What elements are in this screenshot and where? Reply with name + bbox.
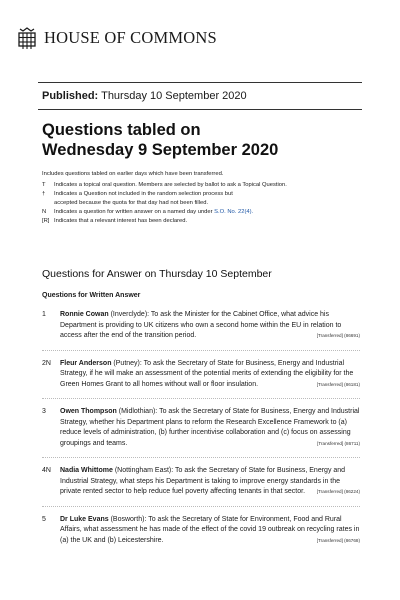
- member-name: Fleur Anderson: [60, 359, 112, 367]
- member-name: Dr Luke Evans: [60, 515, 109, 523]
- portcullis-icon: [16, 25, 38, 51]
- question-text: To ask the Secretary of State for Business, Energy and Industrial Strategy, if he will make an assessment of the potential merits of extending the eligibility for the Green Homes Grant to all homes without wall or floor insulation.: [60, 359, 354, 388]
- legend-item-topical: [42, 181, 372, 190]
- title-line-1: Questions tabled on: [42, 121, 201, 139]
- legend-item-quota: [42, 190, 372, 208]
- question-number: 2N: [42, 359, 51, 367]
- question-text: To ask the Secretary of State for Business, Energy and Industrial Strategy, what steps his Department is taking to improve energy standards in the private rented sector to help reduce fuel poverty affecting tenants in that sector.: [60, 467, 346, 495]
- title-line-2: Wednesday 9 September 2020: [42, 141, 279, 159]
- intro-text: Includes questions tabled on earlier days which have been transferred.: [42, 171, 224, 177]
- question-item: [42, 359, 360, 391]
- legend-symbol: N: [42, 209, 47, 215]
- published-date: Thursday 10 September 2020: [101, 90, 247, 102]
- question-list: [42, 310, 360, 554]
- page-header: [16, 24, 217, 52]
- question-number: 1: [42, 311, 46, 318]
- legend: [42, 181, 372, 226]
- legend-symbol: [R]: [42, 218, 50, 224]
- constituency: (Bosworth):: [110, 515, 147, 523]
- page-title: [42, 120, 362, 160]
- section-heading: Questions for Answer on Thursday 10 September: [42, 268, 272, 280]
- constituency: (Nottingham East):: [114, 467, 174, 474]
- house-name: HOUSE OF COMMONS: [44, 28, 217, 47]
- constituency: (Putney):: [113, 359, 142, 367]
- standing-order-link[interactable]: S.O. No. 22(4).: [214, 209, 254, 215]
- legend-item-named-day: [42, 208, 372, 217]
- member-name: Nadia Whittome: [60, 467, 113, 474]
- question-number: 4N: [42, 467, 51, 474]
- published-label: Published:: [42, 90, 99, 102]
- transfer-tag: [Transferred] (86181): [316, 381, 360, 387]
- legend-text: Indicates a topical oral question. Members are selected by ballot to ask a Topical Question.: [54, 182, 287, 188]
- transfer-tag: [Transferred] (86711): [317, 440, 360, 446]
- question-separator: [42, 398, 360, 399]
- constituency: (Inverclyde):: [110, 311, 150, 318]
- constituency: (Midlothian):: [118, 408, 158, 415]
- legend-symbol: T: [42, 182, 46, 188]
- question-item: [42, 310, 360, 342]
- legend-text: Indicates that a relevant interest has been declared.: [54, 218, 188, 224]
- legend-text: Indicates a Question not included in the random selection process but accepted because the quota for that day had not been filled.: [54, 191, 233, 206]
- question-separator: [42, 506, 360, 507]
- question-item: [42, 466, 360, 498]
- question-text: To ask the Secretary of State for Business, Energy and Industrial Strategy, whether his Department plans to reform the Research Excellence Framework to (a) reduce levels of administration, (b) further incentivise collaboration and (c) focus on assessing groupings and teams.: [60, 408, 360, 447]
- question-separator: [42, 350, 360, 351]
- member-name: Owen Thompson: [60, 408, 117, 415]
- question-text: To ask the Secretary of State for Environment, Food and Rural Affairs, what assessment he has made of the effect of the covid 19 outbreak on recycling rates in (a) the UK and (b) Leicestershire.: [60, 515, 360, 544]
- question-item: [42, 407, 360, 449]
- legend-text: Indicates a question for written answer on a named day under: [54, 209, 215, 215]
- question-separator: [42, 457, 360, 458]
- sub-heading: Questions for Written Answer: [42, 292, 141, 299]
- question-number: 5: [42, 515, 46, 523]
- legend-symbol: †: [42, 191, 46, 197]
- question-number: 3: [42, 408, 46, 415]
- transfer-tag: [Transferred] (86768): [316, 537, 360, 543]
- bottom-rule: [38, 109, 362, 110]
- question-item: [42, 515, 360, 547]
- transfer-tag: [Transferred] (86691): [316, 333, 360, 338]
- transfer-tag: [Transferred] (86224): [316, 489, 360, 494]
- question-text: To ask the Minister for the Cabinet Office, what advice his Department is providing to UK citizens who own a second home within the EU in relation to access after the end of the transition period.: [60, 311, 342, 339]
- member-name: Ronnie Cowan: [60, 311, 109, 318]
- legend-item-relevant-interest: [42, 217, 372, 226]
- published-line: [42, 90, 247, 102]
- top-rule: [38, 82, 362, 83]
